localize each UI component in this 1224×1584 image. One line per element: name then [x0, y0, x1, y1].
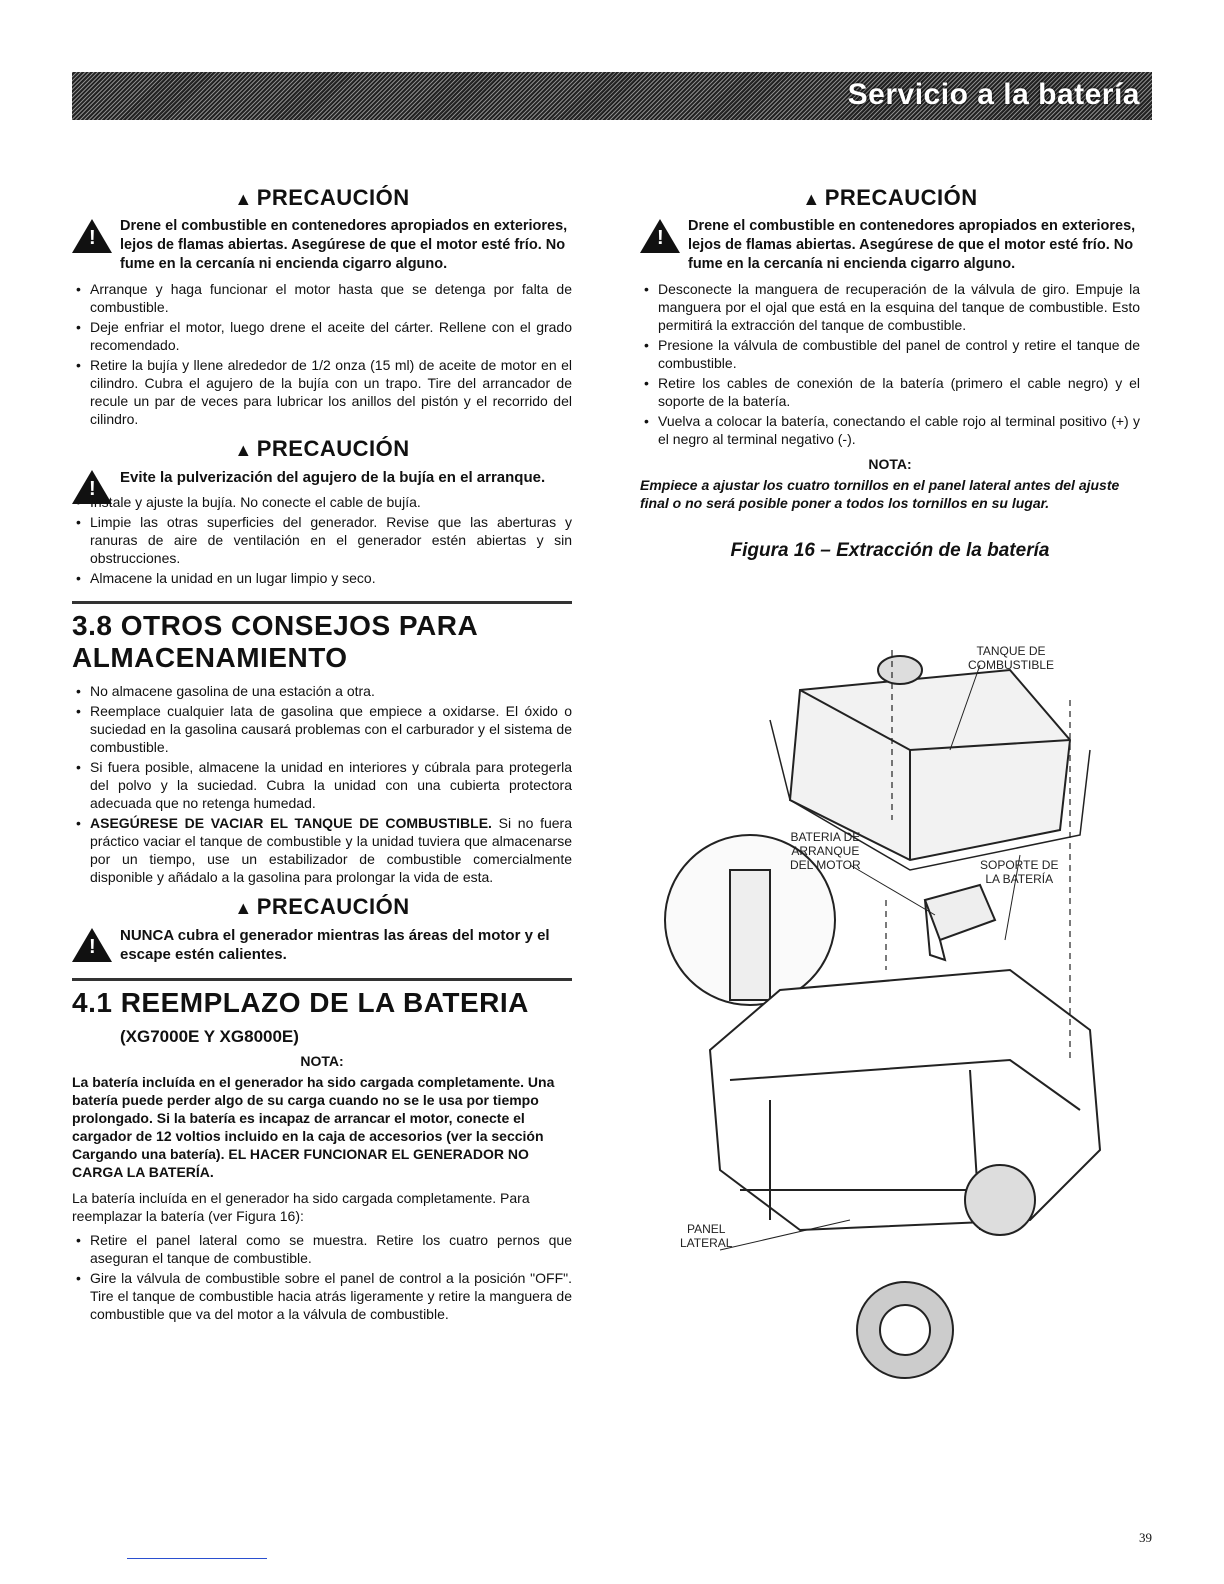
right-column: [640, 185, 1140, 570]
header-band: [72, 72, 1152, 120]
nota-label: NOTA:: [300, 1053, 344, 1069]
section41-list: [72, 1231, 572, 1323]
warning-icon: [72, 219, 112, 253]
nota-text-right: Empiece a ajustar los cuatro tornillos en el panel lateral antes del ajuste final o no será posible poner a todos los tornillos en su lugar.: [640, 477, 1120, 511]
label-side-panel: PANEL LATERAL: [680, 1222, 733, 1250]
figure-caption: Figura 16 – Extracción de la batería: [730, 540, 1050, 561]
caution-heading-1: ▲ PRECAUCIÓN: [234, 185, 410, 210]
footer-rule: [127, 1558, 267, 1559]
list-item: • Retire los cables de conexión de la batería (primero el cable negro) y el soporte de la batería.: [658, 374, 1140, 410]
warning-icon: [72, 928, 112, 962]
caution-heading-2: ▲ PRECAUCIÓN: [234, 436, 410, 461]
battery-removal-figure: [650, 630, 1150, 1420]
page-title: Servicio a la batería: [847, 78, 1140, 111]
list-item: • Almacene la unidad en un lugar limpio y seco.: [90, 569, 572, 587]
caution-heading-4: ▲ PRECAUCIÓN: [802, 185, 978, 210]
warning-icon: [640, 219, 680, 253]
section-4-1-title: 4.1 REEMPLAZO DE LA BATERIA: [72, 978, 572, 1019]
section-3-8-title: 3.8 OTROS CONSEJOS PARA ALMACENAMIENTO: [72, 601, 572, 674]
list-item: • Arranque y haga funcionar el motor hasta que se detenga por falta de combustible.: [90, 280, 572, 316]
warning-triangle-icon: ▲: [234, 189, 253, 209]
nota-text: La batería incluída en el generador ha sido cargada completamente. Una batería puede perder algo de su carga cuando no se le usa por tiempo prolongado. Si la batería es incapaz de arrancar el motor, conecte el cargador de 12 voltios incluido en la caja de accesorios (ver la sección Cargando una batería). EL HACER FUNCIONAR EL GENERADOR NO CARGA LA BATERÍA.: [72, 1074, 555, 1180]
warning-text-2: Evite la pulverización del agujero de la bujía en el arranque.: [120, 469, 546, 486]
right-caution-list: [640, 280, 1140, 448]
warning-box-1: [72, 217, 572, 274]
list-item: • Retire la bujía y llene alrededor de 1/2 onza (15 ml) de aceite de motor en el cilindro. Cubra el agujero de la bujía con un trapo. Tire del arrancador de recule un par de veces para lubricar los anillos del pistón y el recorrido del cilindro.: [90, 356, 572, 428]
section-4-1-subtitle: (XG7000E Y XG8000E): [120, 1027, 299, 1046]
list-item: • Deje enfriar el motor, luego drene el aceite del cárter. Rellene con el grado recomendado.: [90, 318, 572, 354]
warning-text-1: Drene el combustible en contenedores apropiados en exteriores, lejos de flamas abiertas. Asegúrese de que el motor esté frío. No fume en la cercanía ni encienda cigarro alguno.: [120, 218, 568, 272]
list-item: • Vuelva a colocar la batería, conectando el cable rojo al terminal positivo (+) y el negro al terminal negativo (-).: [658, 412, 1140, 448]
nota-label-right: NOTA:: [868, 456, 912, 472]
left-column: [72, 185, 572, 1331]
warning-text-3: NUNCA cubra el generador mientras las áreas del motor y el escape estén calientes.: [120, 927, 550, 963]
warning-triangle-icon: ▲: [802, 189, 821, 209]
list-item: • Si fuera posible, almacene la unidad en interiores y cúbrala para protegerla del polvo y la suciedad. Cubra la unidad con una cubierta protectora adecuada que no retenga humedad.: [90, 758, 572, 812]
list-item: • Gire la válvula de combustible sobre el panel de control a la posición "OFF". Tire el tanque de combustible hacia atrás ligeramente y retire la manguera de combustible que va del motor a la válvula de combustible.: [90, 1269, 572, 1323]
list-item: • No almacene gasolina de una estación a otra.: [90, 682, 572, 700]
generator-illustration: [650, 630, 1150, 1420]
section38-list: [72, 682, 572, 886]
warning-box-4: [640, 217, 1140, 274]
list-item: • Presione la válvula de combustible del panel de control y retire el tanque de combustible.: [658, 336, 1140, 372]
warning-text-4: Drene el combustible en contenedores apropiados en exteriores, lejos de flamas abiertas. Asegúrese de que el motor esté frío. No fume en la cercanía ni encienda cigarro alguno.: [688, 218, 1136, 272]
list-item: • Limpie las otras superficies del generador. Revise que las aberturas y ranuras de aire de ventilación en el generador estén abiertas y sin obstrucciones.: [90, 513, 572, 567]
caution-heading-3: ▲ PRECAUCIÓN: [234, 894, 410, 919]
caution2-list: [72, 493, 572, 587]
label-fuel-tank: TANQUE DE COMBUSTIBLE: [968, 644, 1055, 672]
list-item: • Instale y ajuste la bujía. No conecte el cable de bujía.: [90, 493, 572, 511]
warning-triangle-icon: ▲: [234, 898, 253, 918]
list-item: • Desconecte la manguera de recuperación de la válvula de giro. Empuje la manguera por el ojal que está en la esquina del tanque de combustible. Esto permitirá la extracción del tanque de combustible.: [658, 280, 1140, 334]
label-battery-support: SOPORTE DE LA BATERÍA: [980, 858, 1059, 886]
label-battery: BATERIA DE ARRANQUE DEL MOTOR: [790, 830, 861, 872]
page-number: 39: [1139, 1530, 1152, 1545]
body-paragraph: La batería incluída en el generador ha sido cargada completamente. Para reemplazar la batería (ver Figura 16):: [72, 1190, 530, 1224]
list-item: • Reemplace cualquier lata de gasolina que empiece a oxidarse. El óxido o suciedad en la gasolina causará problemas con el carburador y el sistema de combustible.: [90, 702, 572, 756]
warning-box-2: [72, 468, 572, 487]
list-item: • Retire el panel lateral como se muestra. Retire los cuatro pernos que aseguran el tanque de combustible.: [90, 1231, 572, 1267]
bold-lead: ASEGÚRESE DE VACIAR EL TANQUE DE COMBUSTIBLE.: [90, 815, 492, 831]
warning-box-3: [72, 926, 572, 964]
bullet-rest: Si no fuera práctico vaciar el tanque de combustible y la unidad tuviera que almacenarse por un tiempo, use un estabilizador de combustible comercialmente disponible y añádalo a la gasolina para prolongar la vida de esta.: [90, 815, 572, 885]
caution1-list: [72, 280, 572, 428]
warning-triangle-icon: ▲: [234, 440, 253, 460]
list-item: [90, 814, 572, 886]
